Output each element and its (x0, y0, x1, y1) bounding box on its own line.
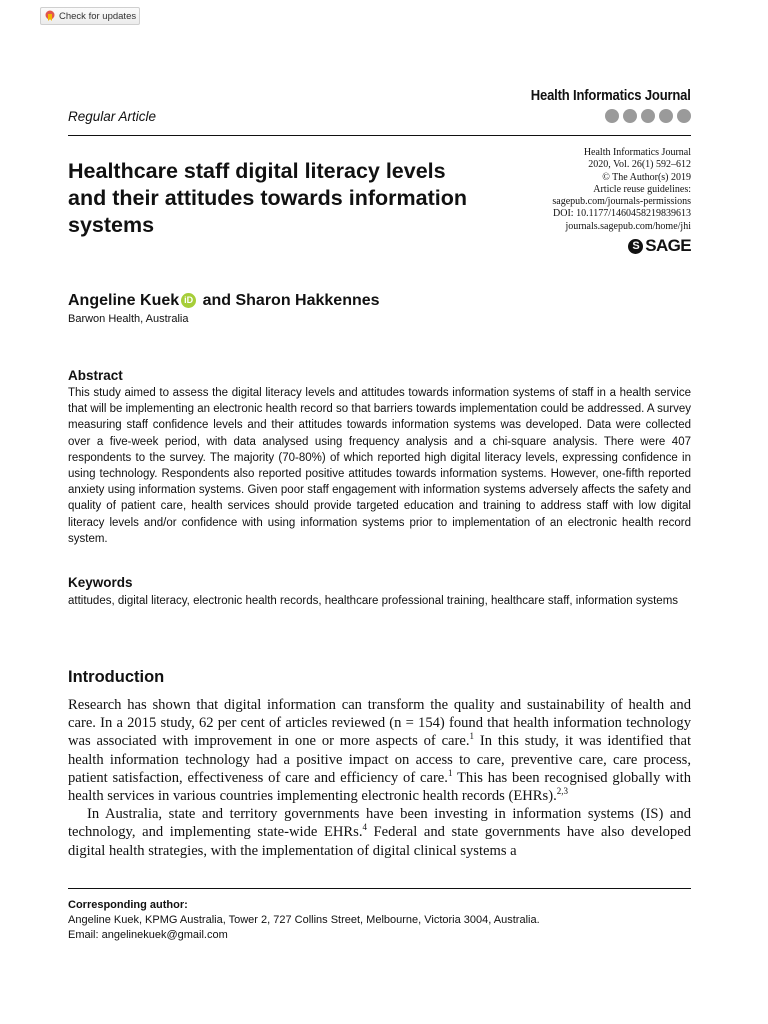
affiliation: Barwon Health, Australia (68, 313, 189, 325)
check-for-updates-label: Check for updates (59, 10, 137, 22)
check-for-updates-button[interactable] (40, 7, 140, 25)
abstract-text: This study aimed to assess the digital literacy levels and attitudes towards information systems of staff in a health service that will be implementing an electronic health record so that barriers towards implementation could be addressed. A survey measuring staff confidence levels and their attitudes towards information systems was developed. Data were collected over a five-week period, with data analysed using frequency analysis and a chi-square analysis. There were 407 respondents to the survey. The majority (70-80%) of which reported high digital literacy levels, expressing confidence in using technology. Respondents also reported positive attitudes towards information systems. However, one-fifth reported anxiety using information systems. Given poor staff engagement with information systems adversely affects the safety and quality of patient care, health services should provide targeted education and training to address staff with low digital literacy levels and/or confidence with using information systems prior to implementation of an electronic health record system. (68, 387, 691, 545)
author-first: Angeline Kuek (68, 292, 180, 309)
meta-doi-link[interactable]: DOI: 10.1177/1460458219839613 (553, 208, 691, 220)
authors (68, 292, 380, 310)
abstract-heading: Abstract (68, 368, 123, 383)
keywords-heading: Keywords (68, 575, 133, 590)
corresponding-author-address: Angeline Kuek, KPMG Australia, Tower 2, 727 Collins Street, Melbourne, Victoria 3004, Australia. (68, 914, 540, 926)
corresponding-author-heading: Corresponding author: (68, 899, 188, 911)
dot-icon (641, 109, 655, 123)
meta-journal: Health Informatics Journal (583, 147, 691, 158)
citation-ref[interactable]: 1 (469, 731, 475, 742)
meta-journal-link[interactable]: journals.sagepub.com/home/jhi (565, 220, 691, 232)
meta-permissions-link[interactable]: sagepub.com/journals-permissions (552, 196, 691, 208)
journal-name: Health Informatics Journal (531, 88, 691, 104)
sage-icon: S (628, 239, 643, 254)
publisher-name: SAGE (645, 236, 691, 255)
introduction-heading: Introduction (68, 668, 165, 686)
intro-paragraph: Research has shown that digital information can transform the quality and sustainability of health and care. In a 2015 study, 62 per cent of articles reviewed (n = 154) found that health information technology was associated with improvement in one or more aspects of care.$^1$ In this study, it was identified that health information technology had a positive impact on access to care, preventive care, care process, patient satisfaction, effectiveness of care and efficiency of care.$^1$ This has been recognised globally with health services in various countries implementing electronic health records (EHRs).$^{2,3}$ (68, 697, 692, 805)
meta-volume: 2020, Vol. 26(1) 592–612 (588, 159, 691, 171)
corresponding-author-email[interactable]: Email: angelinekuek@gmail.com (68, 929, 228, 941)
article-title: Healthcare staff digital literacy levels and their attitudes towards information systems (68, 159, 467, 237)
header-divider (68, 135, 691, 136)
bookmark-icon (45, 10, 55, 22)
introduction-body (68, 696, 691, 860)
article-meta (491, 147, 691, 233)
intro-paragraph: In Australia, state and territory governments have been investing in information systems (IS) and technology, and implementing state-wide EHRs.$^4$ Federal and state governments have also developed digital health strategies, with the implementation of digital clinical systems a (68, 806, 692, 859)
dot-icon (623, 109, 637, 123)
citation-ref[interactable]: 4 (362, 822, 367, 833)
meta-copyright: © The Author(s) 2019 (602, 171, 691, 183)
rating-dots (605, 109, 691, 123)
dot-icon (659, 109, 673, 123)
orcid-icon[interactable]: iD (181, 293, 196, 308)
citation-ref[interactable]: 1 (447, 767, 453, 778)
article-type: Regular Article (68, 109, 157, 124)
dot-icon (677, 109, 691, 123)
publisher-logo (628, 236, 691, 256)
author-rest: and Sharon Hakkennes (198, 292, 380, 309)
footnote-divider (68, 888, 691, 889)
meta-reuse-label: Article reuse guidelines: (593, 183, 691, 195)
keywords-text: attitudes, digital literacy, electronic health records, healthcare professional training, healthcare staff, information systems (68, 595, 679, 607)
dot-icon (605, 109, 619, 123)
citation-ref[interactable]: 2,3 (556, 786, 568, 797)
